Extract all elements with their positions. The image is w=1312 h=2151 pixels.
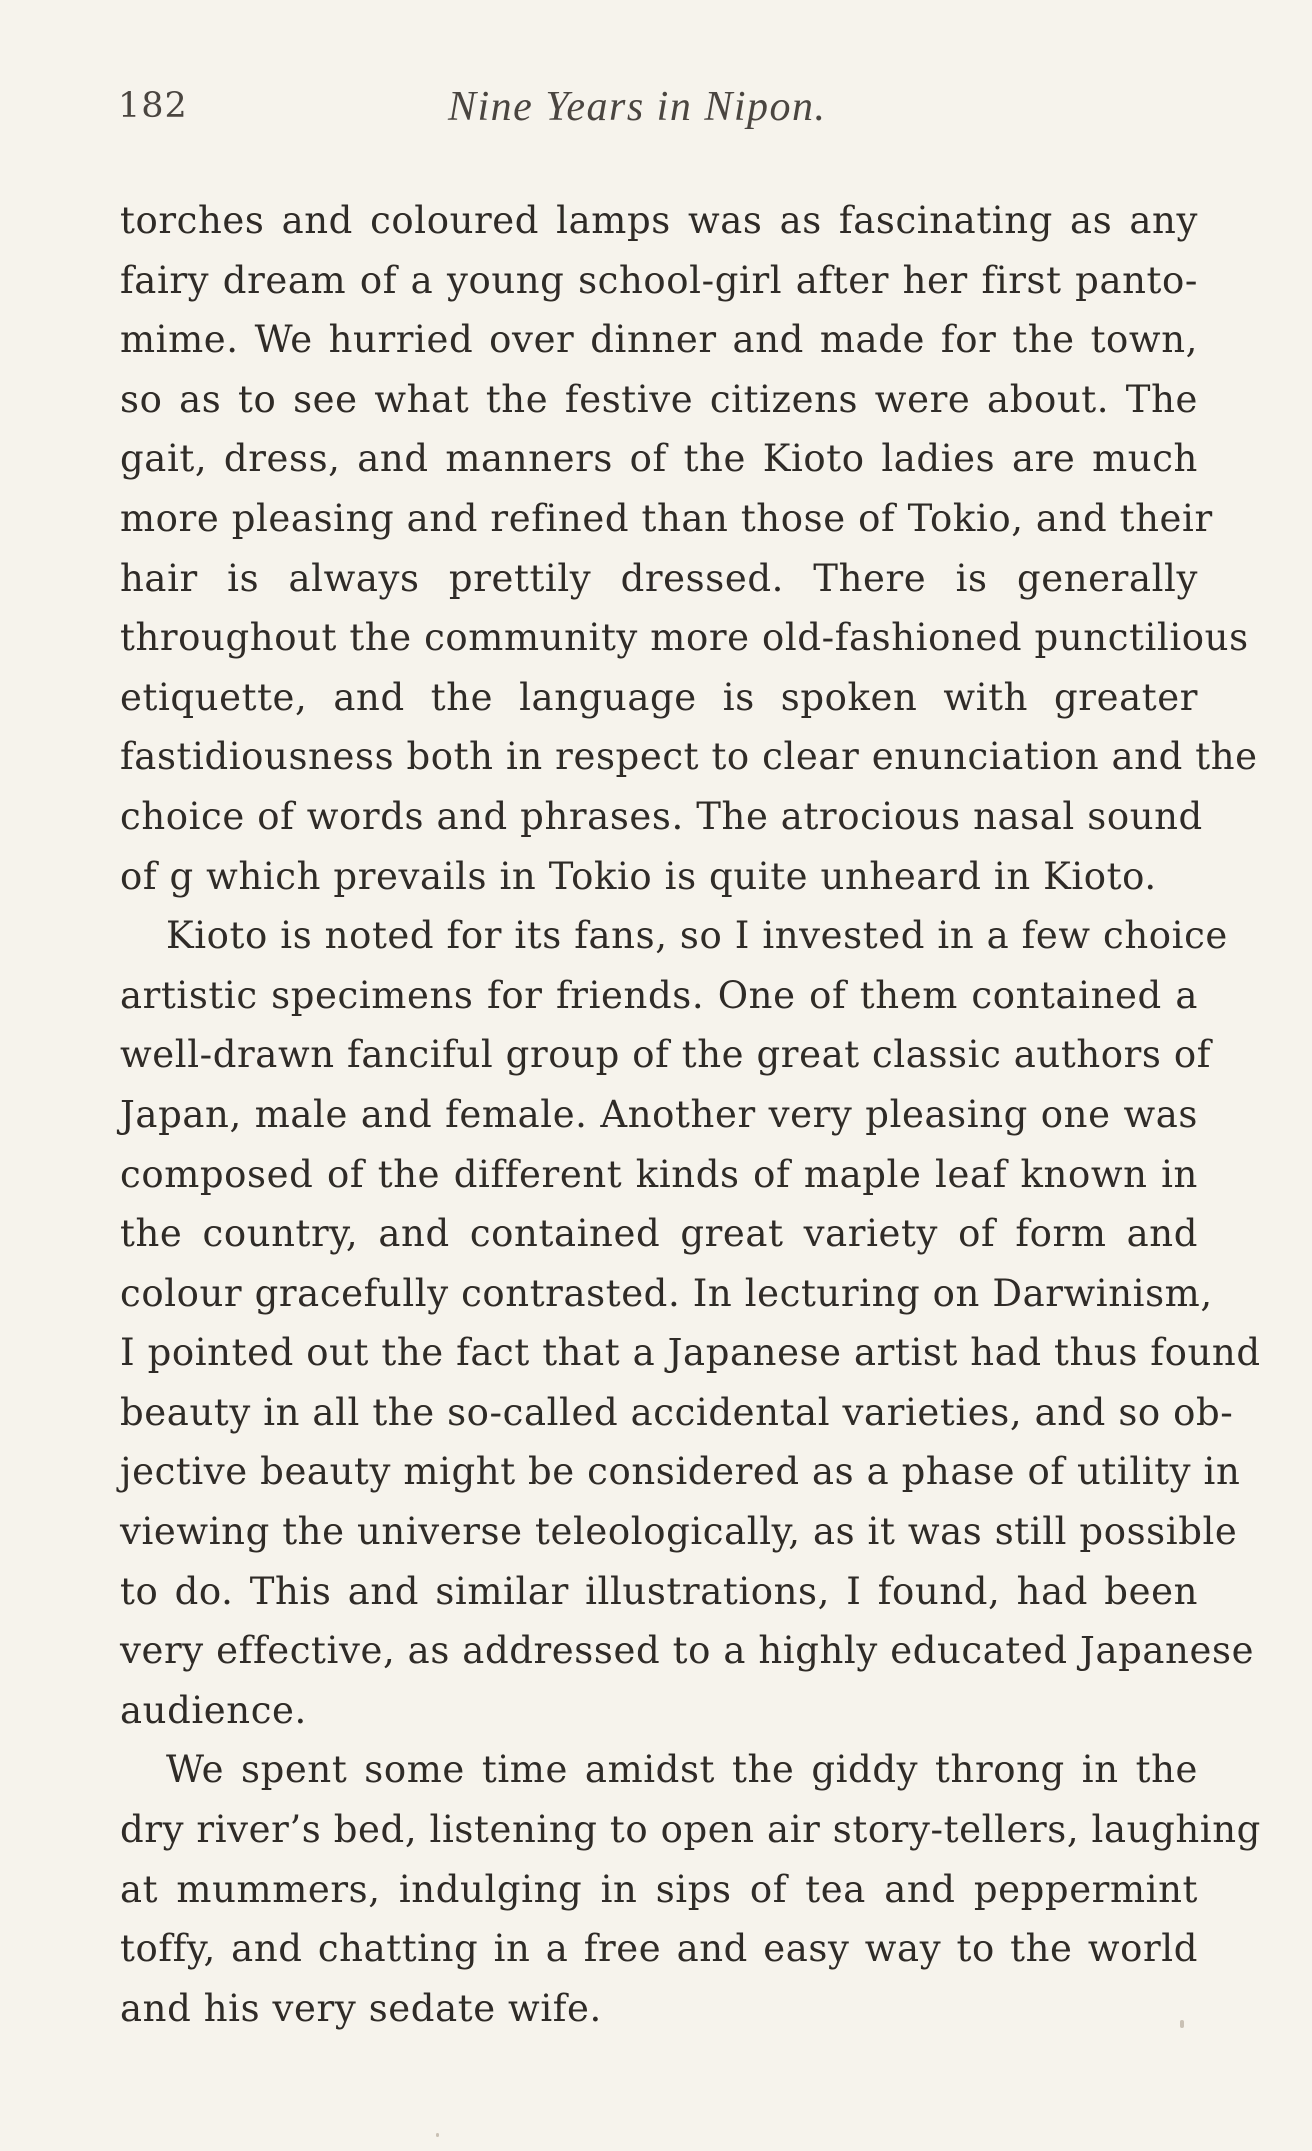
page-number: 182 (118, 86, 188, 126)
text-line: mime. We hurried over dinner and made for the town, (120, 318, 1198, 362)
body-text (120, 191, 1261, 2038)
text-line: viewing the universe teleologically, as it was still possible (120, 1510, 1238, 1554)
running-title: Nine Years in Nipon. (448, 84, 827, 130)
text-line: Japan, male and female. Another very pleasing one was (120, 1092, 1198, 1136)
text-line: throughout the community more old-fashioned punctilious (120, 616, 1249, 660)
text-line: composed of the different kinds of maple leaf known in (120, 1152, 1198, 1196)
text-line: well-drawn fanciful group of the great classic authors of (120, 1033, 1212, 1077)
text-line: to do. This and similar illustrations, I found, had been (120, 1569, 1198, 1613)
paragraph (120, 1740, 1261, 2038)
text-line: We spent some time amidst the giddy throng in the (166, 1748, 1198, 1792)
text-line: beauty in all the so-called accidental varieties, and so ob- (120, 1390, 1234, 1434)
text-line: gait, dress, and manners of the Kioto ladies are much (120, 437, 1198, 481)
text-line: jective beauty might be considered as a phase of utility in (120, 1450, 1241, 1494)
text-line: choice of words and phrases. The atrocious nasal sound (120, 794, 1203, 838)
text-line: of g which prevails in Tokio is quite unheard in Kioto. (120, 854, 1157, 898)
text-line: so as to see what the festive citizens were about. The (120, 377, 1198, 421)
text-line: hair is always prettily dressed. There is generally (120, 556, 1198, 600)
text-line: torches and coloured lamps was as fascinating as any (120, 199, 1198, 242)
text-line: colour gracefully contrasted. In lecturing on Darwinism, (120, 1271, 1213, 1315)
text-line: etiquette, and the language is spoken with greater (120, 675, 1198, 719)
running-head (118, 86, 1198, 146)
text-line: the country, and contained great variety of form and (120, 1212, 1198, 1256)
text-line: audience. (120, 1688, 307, 1732)
paragraph (120, 191, 1258, 906)
text-line: fairy dream of a young school-girl after her first panto- (120, 258, 1198, 302)
text-line: and his very sedate wife. (120, 1986, 602, 2030)
text-line: more pleasing and refined than those of Tokio, and their (120, 496, 1213, 540)
text-line: toffy, and chatting in a free and easy way to the world (120, 1927, 1198, 1971)
text-line: Kioto is noted for its fans, so I invested in a few choice (166, 914, 1228, 958)
text-line: artistic specimens for friends. One of them contained a (120, 973, 1198, 1017)
text-line: dry river’s bed, listening to open air story-tellers, laughing (120, 1808, 1261, 1852)
paragraph (120, 906, 1261, 1740)
paper-speck (1180, 2020, 1184, 2028)
text-line: fastidiousness both in respect to clear enunciation and the (120, 735, 1258, 779)
text-line: very effective, as addressed to a highly educated Japanese (120, 1629, 1255, 1673)
text-line: I pointed out the fact that a Japanese artist had thus found (120, 1331, 1261, 1375)
text-line: at mummers, indulging in sips of tea and peppermint (120, 1867, 1198, 1911)
paper-speck (436, 2133, 439, 2137)
